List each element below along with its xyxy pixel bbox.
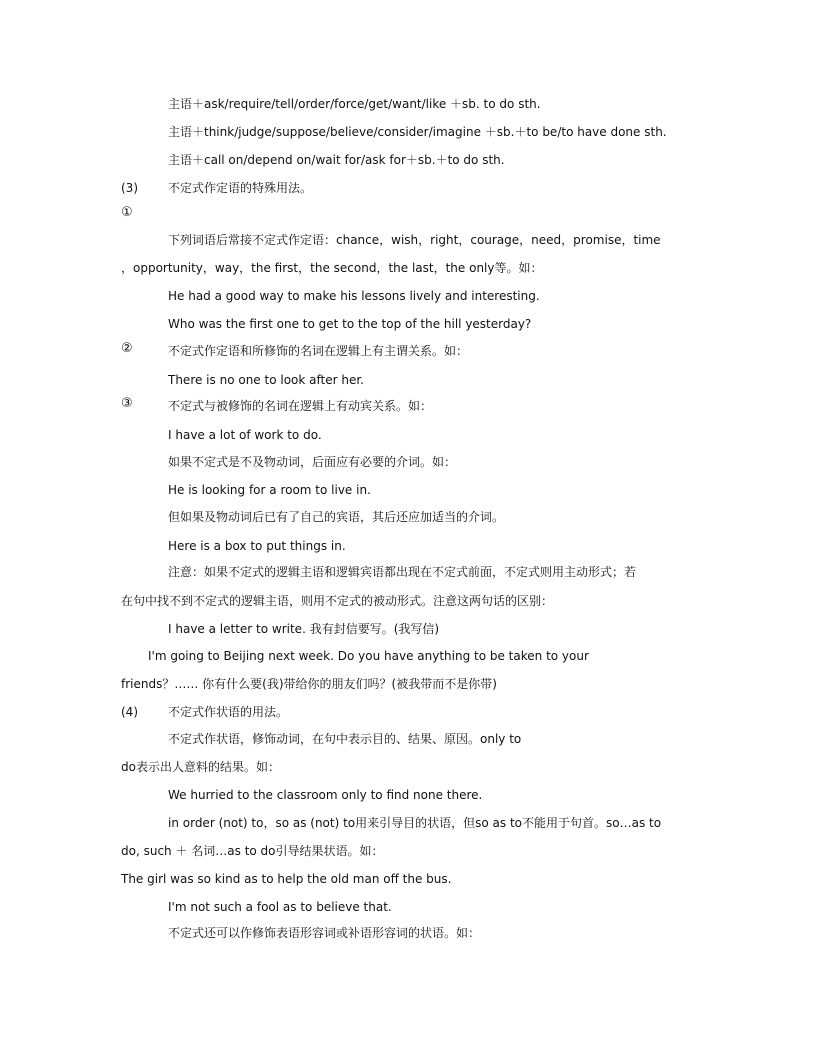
paragraph-line: 下列词语后常接不定式作定语：chance，wish，right，courage，need，promise，time <box>168 233 661 247</box>
section-title-3: 不定式作定语的特殊用法。 <box>168 181 313 195</box>
paragraph-line: 不定式作定语和所修饰的名词在逻辑上有主谓关系。如： <box>168 344 469 358</box>
note-line: 注意：如果不定式的逻辑主语和逻辑宾语都出现在不定式前面，不定式则用主动形式；若 <box>168 565 637 579</box>
example-sentence: We hurried to the classroom only to find none there. <box>168 788 483 802</box>
paragraph-line: in order (not) to，so as (not) to用来引导目的状语，但so as to不能用于句首。so…as to <box>168 816 662 830</box>
example-sentence: I have a letter to write. 我有封信要写。(我写信) <box>168 622 440 636</box>
paragraph-line: 如果不定式是不及物动词，后面应有必要的介词。如： <box>168 455 457 469</box>
section-number-4: (4) <box>121 705 138 719</box>
example-sentence: He is looking for a room to live in. <box>168 483 371 497</box>
example-sentence: The girl was so kind as to help the old man off the bus. <box>121 872 452 886</box>
example-sentence: friends？…… 你有什么要(我)带给你的朋友们吗？(被我带而不是你带) <box>121 677 497 691</box>
paragraph-line: 不定式还可以作修饰表语形容词或补语形容词的状语。如： <box>168 926 481 940</box>
paragraph-line: 不定式与被修饰的名词在逻辑上有动宾关系。如： <box>168 399 433 413</box>
example-sentence: Who was the first one to get to the top of the hill yesterday? <box>168 317 532 331</box>
example-sentence: Here is a box to put things in. <box>168 539 346 553</box>
pattern-line-think: 主语＋think/judge/suppose/believe/consider/imagine ＋sb.＋to be/to have done sth. <box>168 125 667 139</box>
section-title-4: 不定式作状语的用法。 <box>168 705 289 719</box>
circled-number-1: ① <box>121 205 133 220</box>
circled-number-2: ② <box>121 341 133 356</box>
example-sentence: I have a lot of work to do. <box>168 428 322 442</box>
paragraph-line: ，opportunity，way，the first，the second，the last，the only等。如： <box>121 261 543 275</box>
paragraph-line: 但如果及物动词后已有了自己的宾语，其后还应加适当的介词。 <box>168 510 505 524</box>
section-number-3: (3) <box>121 181 138 195</box>
example-sentence: I'm not such a fool as to believe that. <box>168 900 392 914</box>
paragraph-line: 不定式作状语，修饰动词，在句中表示目的、结果、原因。only to <box>168 732 522 746</box>
example-sentence: I'm going to Beijing next week. Do you have anything to be taken to your <box>148 649 589 663</box>
paragraph-line: do, such ＋ 名词…as to do引导结果状语。如： <box>121 844 384 858</box>
pattern-line-call-on: 主语＋call on/depend on/wait for/ask for＋sb.＋to do sth. <box>168 153 505 167</box>
pattern-line-ask: 主语＋ask/require/tell/order/force/get/want/like ＋sb. to do sth. <box>168 97 541 111</box>
example-sentence: There is no one to look after her. <box>168 373 364 387</box>
example-sentence: He had a good way to make his lessons lively and interesting. <box>168 289 540 303</box>
circled-number-3: ③ <box>121 396 133 411</box>
note-line: 在句中找不到不定式的逻辑主语，则用不定式的被动形式。注意这两句话的区别： <box>121 594 554 608</box>
paragraph-line: do表示出人意料的结果。如： <box>121 760 280 774</box>
